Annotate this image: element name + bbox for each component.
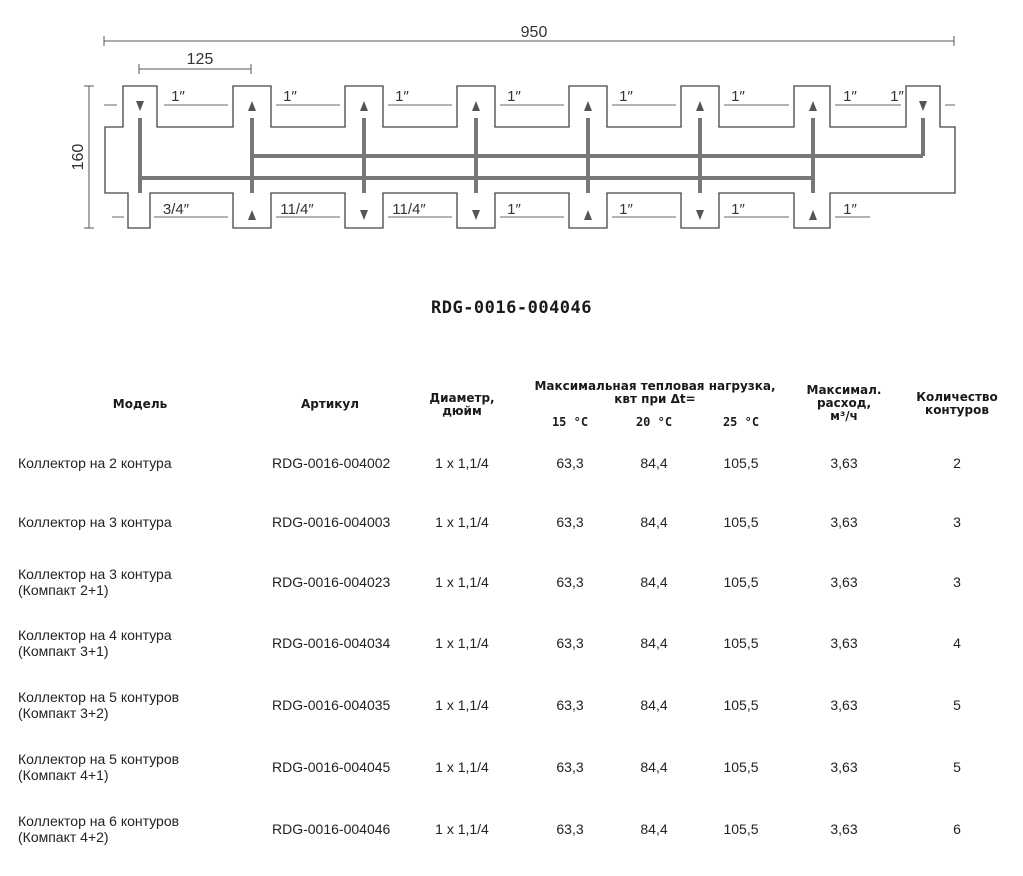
cell-article-text: RDG-0016-004023 [272, 574, 391, 590]
thread-label-bottom: 3/4″ [162, 201, 190, 218]
cell-t20-text: 84,4 [640, 759, 668, 775]
table-row [0, 809, 1023, 849]
cell-flow-text: 3,63 [830, 574, 858, 590]
cell-model-text: Коллектор на 3 контура [18, 514, 172, 530]
cell-flow-text: 3,63 [830, 455, 858, 471]
cell-diameter-text: 1 x 1,1/4 [435, 759, 489, 775]
cell-t25 [701, 562, 781, 602]
table-row [0, 502, 1023, 542]
cell-flow-text: 3,63 [830, 759, 858, 775]
cell-t15 [530, 747, 610, 787]
cell-t15-text: 63,3 [556, 574, 584, 590]
cell-diameter-text: 1 x 1,1/4 [435, 821, 489, 837]
cell-t20-text: 84,4 [640, 574, 668, 590]
cell-t20-text: 84,4 [640, 821, 668, 837]
arrow-up-icon [584, 101, 592, 111]
cell-model [18, 502, 258, 542]
cell-article-text: RDG-0016-004045 [272, 759, 391, 775]
arrow-down-icon [360, 210, 368, 220]
cell-t20-text: 84,4 [640, 697, 668, 713]
table-row [0, 623, 1023, 663]
cell-diameter-text: 1 x 1,1/4 [435, 635, 489, 651]
thread-label-bottom: 1″ [507, 201, 521, 218]
cell-t15 [530, 685, 610, 725]
cell-count-text: 5 [953, 697, 961, 713]
cell-article [272, 502, 412, 542]
cell-article [272, 747, 412, 787]
cell-count [912, 502, 1002, 542]
cell-flow-text: 3,63 [830, 635, 858, 651]
cell-t15 [530, 809, 610, 849]
dim-total-label: 950 [520, 24, 548, 41]
cell-count-text: 4 [953, 635, 961, 651]
arrow-down-icon [696, 210, 704, 220]
cell-flow-text: 3,63 [830, 821, 858, 837]
cell-model [18, 443, 258, 483]
arrow-down-icon [919, 101, 927, 111]
thread-label-bottom: 1″ [843, 201, 857, 218]
thread-label-top: 1″ [395, 88, 409, 105]
thread-label-top: 1″ [731, 88, 745, 105]
cell-article-text: RDG-0016-004003 [272, 514, 391, 530]
cell-article [272, 443, 412, 483]
cell-t20-text: 84,4 [640, 514, 668, 530]
cell-model [18, 809, 258, 849]
cell-diameter [420, 685, 504, 725]
cell-flow [806, 443, 882, 483]
manifold-drawing [0, 0, 1023, 250]
header-t15: 15 °C [551, 415, 589, 429]
cell-article-text: RDG-0016-004034 [272, 635, 391, 651]
cell-t15-text: 63,3 [556, 455, 584, 471]
cell-t20-text: 84,4 [640, 455, 668, 471]
arrow-up-icon [472, 101, 480, 111]
cell-t15-text: 63,3 [556, 514, 584, 530]
cell-count-text: 3 [953, 514, 961, 530]
cell-diameter-text: 1 x 1,1/4 [435, 574, 489, 590]
thread-label-bottom: 11/4″ [392, 201, 426, 218]
cell-article-text: RDG-0016-004035 [272, 697, 391, 713]
cell-flow [806, 623, 882, 663]
cell-t20 [614, 502, 694, 542]
cell-t25-text: 105,5 [723, 574, 759, 590]
cell-t20 [614, 623, 694, 663]
cell-diameter [420, 747, 504, 787]
arrow-down-icon [472, 210, 480, 220]
cell-t15-text: 63,3 [556, 759, 584, 775]
cell-article [272, 809, 412, 849]
cell-t25 [701, 685, 781, 725]
cell-t25 [701, 623, 781, 663]
cell-model [18, 747, 258, 787]
table-row [0, 562, 1023, 602]
header-article: Артикул [301, 397, 359, 411]
arrow-down-icon [136, 101, 144, 111]
cell-count-text: 3 [953, 574, 961, 590]
arrow-up-icon [248, 101, 256, 111]
thread-label-bottom: 11/4″ [280, 201, 314, 218]
cell-t25 [701, 747, 781, 787]
arrow-up-icon [809, 101, 817, 111]
cell-model-text: Коллектор на 4 контура (Компакт 3+1) [18, 627, 172, 659]
cell-t25 [701, 502, 781, 542]
thread-label-top: 1″ [283, 88, 297, 105]
cell-count [912, 809, 1002, 849]
table-row [0, 747, 1023, 787]
cell-model [18, 685, 258, 725]
cell-flow [806, 809, 882, 849]
thread-label-top: 1″ [619, 88, 633, 105]
cell-t25-text: 105,5 [723, 635, 759, 651]
cell-diameter [420, 443, 504, 483]
arrow-up-icon [360, 101, 368, 111]
cell-t15 [530, 502, 610, 542]
cell-count [912, 443, 1002, 483]
cell-t25-text: 105,5 [723, 821, 759, 837]
thread-label-top: 1″ [843, 88, 857, 105]
header-t25: 25 °C [722, 415, 760, 429]
cell-article-text: RDG-0016-004002 [272, 455, 391, 471]
thread-label-top: 1″ [890, 88, 904, 105]
cell-diameter [420, 502, 504, 542]
cell-diameter [420, 809, 504, 849]
thread-label-bottom: 1″ [619, 201, 633, 218]
cell-model-text: Коллектор на 6 контуров (Компакт 4+2) [18, 813, 180, 845]
dim-height-label: 160 [70, 143, 87, 171]
cell-t15 [530, 623, 610, 663]
cell-t20 [614, 562, 694, 602]
thread-label-top: 1″ [507, 88, 521, 105]
arrow-up-icon [248, 210, 256, 220]
cell-t20 [614, 747, 694, 787]
cell-t25-text: 105,5 [723, 514, 759, 530]
table-row [0, 685, 1023, 725]
arrow-up-icon [584, 210, 592, 220]
cell-flow [806, 685, 882, 725]
cell-t15 [530, 443, 610, 483]
cell-article [272, 685, 412, 725]
cell-t15-text: 63,3 [556, 697, 584, 713]
cell-model-text: Коллектор на 3 контура (Компакт 2+1) [18, 566, 172, 598]
header-diameter: Диаметр, дюйм [429, 391, 495, 418]
cell-t20 [614, 685, 694, 725]
cell-flow-text: 3,63 [830, 697, 858, 713]
cell-model-text: Коллектор на 5 контуров (Компакт 4+1) [18, 751, 180, 783]
header-model: Модель [112, 397, 168, 411]
header-count: Количество контуров [916, 390, 998, 417]
cell-t25-text: 105,5 [723, 455, 759, 471]
arrow-up-icon [696, 101, 704, 111]
header-t20: 20 °C [635, 415, 673, 429]
cell-t20 [614, 443, 694, 483]
cell-flow [806, 562, 882, 602]
cell-model [18, 623, 258, 663]
cell-model-text: Коллектор на 2 контура [18, 455, 172, 471]
cell-count [912, 562, 1002, 602]
dim-pitch-label: 125 [186, 51, 214, 68]
cell-article [272, 562, 412, 602]
cell-diameter-text: 1 x 1,1/4 [435, 697, 489, 713]
cell-flow-text: 3,63 [830, 514, 858, 530]
cell-count-text: 2 [953, 455, 961, 471]
cell-article-text: RDG-0016-004046 [272, 821, 391, 837]
cell-t25 [701, 809, 781, 849]
cell-model-text: Коллектор на 5 контуров (Компакт 3+2) [18, 689, 180, 721]
cell-flow [806, 502, 882, 542]
cell-t20 [614, 809, 694, 849]
thread-label-top: 1″ [171, 88, 185, 105]
cell-count [912, 623, 1002, 663]
cell-article [272, 623, 412, 663]
cell-t15 [530, 562, 610, 602]
cell-count [912, 747, 1002, 787]
cell-model [18, 562, 258, 602]
arrow-up-icon [809, 210, 817, 220]
cell-diameter [420, 623, 504, 663]
table-row [0, 443, 1023, 483]
header-flow: Максимал. расход, м³/ч [806, 383, 882, 423]
cell-flow [806, 747, 882, 787]
header-heat-load: Максимальная тепловая нагрузка, квт при Δt= [534, 379, 776, 406]
cell-t15-text: 63,3 [556, 821, 584, 837]
cell-t15-text: 63,3 [556, 635, 584, 651]
cell-t25 [701, 443, 781, 483]
cell-t25-text: 105,5 [723, 697, 759, 713]
cell-t20-text: 84,4 [640, 635, 668, 651]
cell-count [912, 685, 1002, 725]
internal-channels [140, 118, 923, 193]
cell-count-text: 6 [953, 821, 961, 837]
cell-count-text: 5 [953, 759, 961, 775]
flow-arrows [136, 101, 927, 220]
product-title: RDG-0016-004046 [430, 298, 593, 318]
thread-label-bottom: 1″ [731, 201, 745, 218]
cell-t25-text: 105,5 [723, 759, 759, 775]
cell-diameter-text: 1 x 1,1/4 [435, 514, 489, 530]
cell-diameter-text: 1 x 1,1/4 [435, 455, 489, 471]
cell-diameter [420, 562, 504, 602]
